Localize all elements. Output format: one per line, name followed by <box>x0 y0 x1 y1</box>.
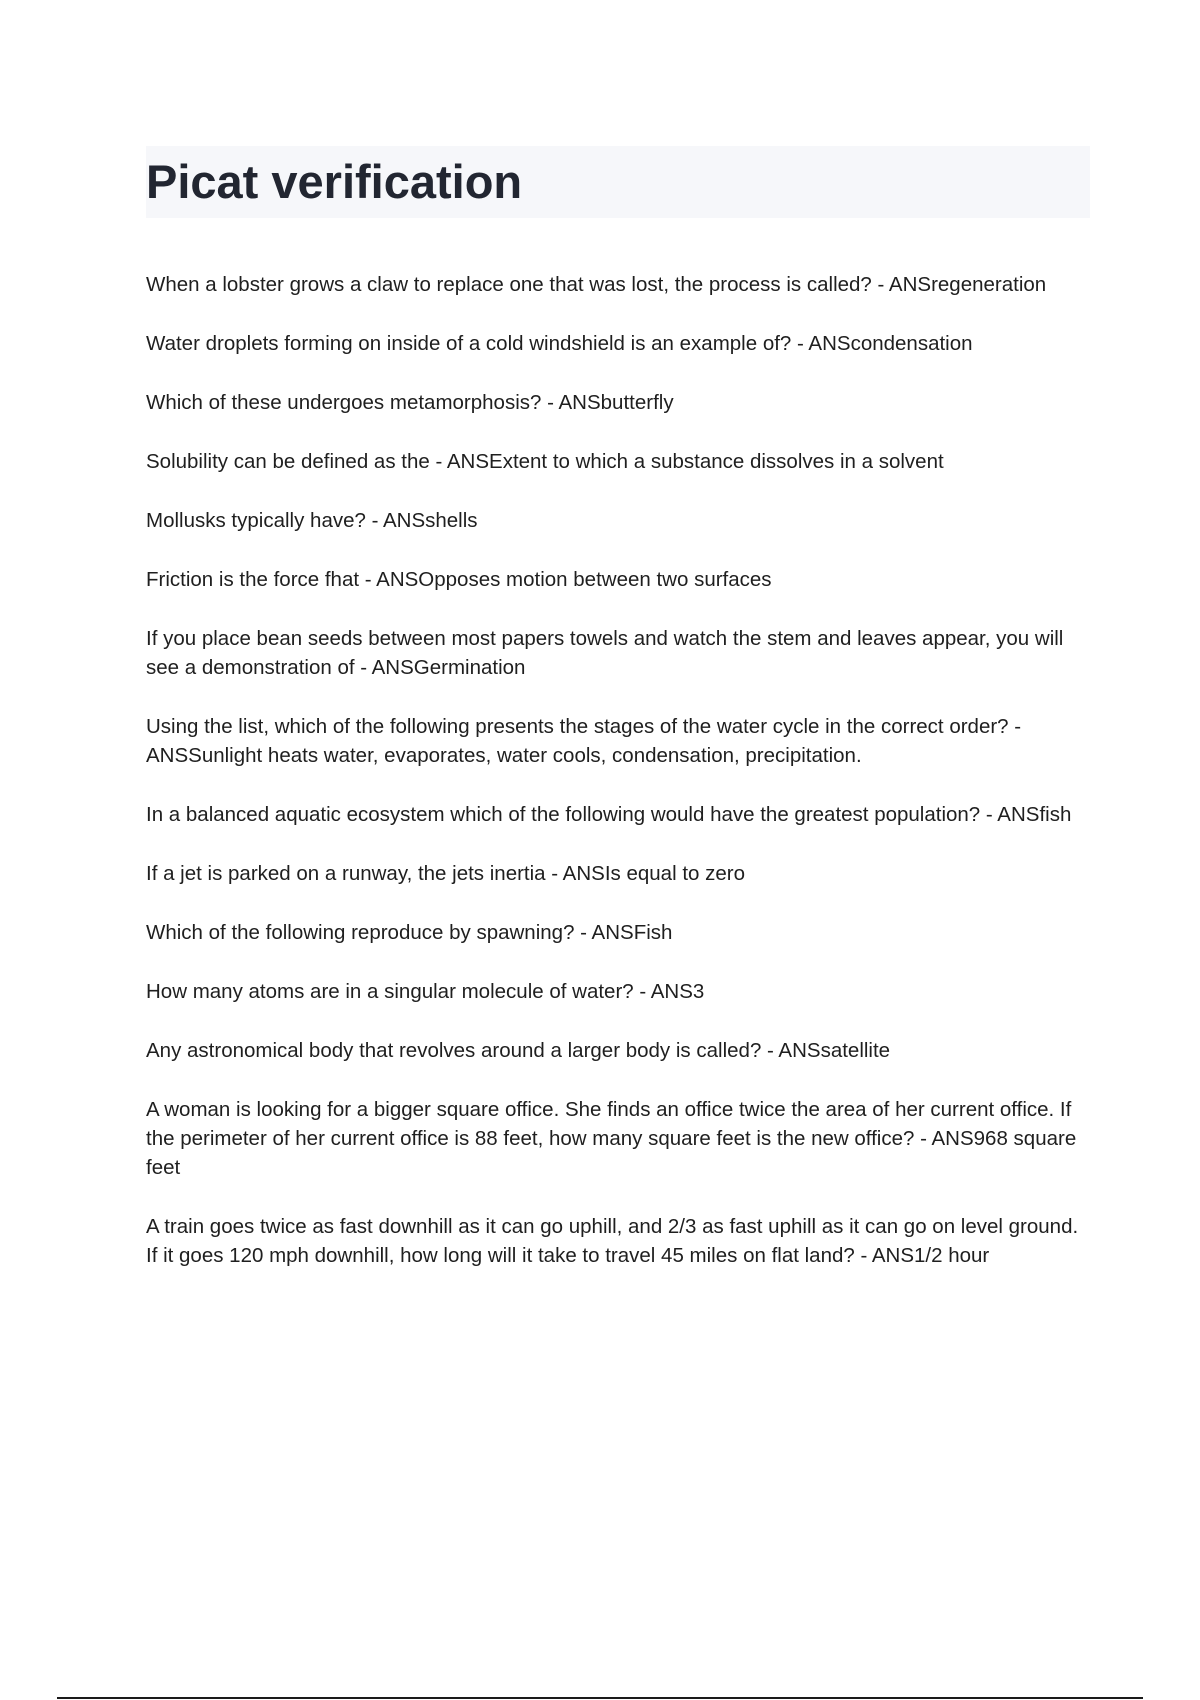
qa-item: A train goes twice as fast downhill as it can go uphill, and 2/3 as fast uphill as it can go on level ground. If it goes 120 mph downhill, how long will it take to travel 45 miles on flat land? - ANS1/2 hour <box>146 1215 1079 1267</box>
qa-item: Which of the following reproduce by spawning? - ANSFish <box>146 921 673 944</box>
footer-divider <box>57 1697 1143 1699</box>
qa-item: Friction is the force fhat - ANSOpposes motion between two surfaces <box>146 568 772 591</box>
qa-item: If you place bean seeds between most papers towels and watch the stem and leaves appear, you will see a demonstration of - ANSGermination <box>146 627 1064 679</box>
qa-item: If a jet is parked on a runway, the jets inertia - ANSIs equal to zero <box>146 862 745 885</box>
qa-item: Which of these undergoes metamorphosis? - ANSbutterfly <box>146 391 674 414</box>
page-title: Picat verification <box>146 155 523 208</box>
qa-item: Water droplets forming on inside of a cold windshield is an example of? - ANScondensation <box>146 332 973 355</box>
qa-item: Using the list, which of the following presents the stages of the water cycle in the correct order? - ANSSunlight heats water, evaporates, water cools, condensation, precipitation. <box>146 715 1022 767</box>
qa-item: A woman is looking for a bigger square office. She finds an office twice the area of her current office. If the perimeter of her current office is 88 feet, how many square feet is the new office? - ANS968 square feet <box>146 1098 1077 1179</box>
qa-item: Any astronomical body that revolves around a larger body is called? - ANSsatellite <box>146 1039 891 1062</box>
qa-item: Solubility can be defined as the - ANSExtent to which a substance dissolves in a solvent <box>146 450 944 473</box>
qa-item: When a lobster grows a claw to replace one that was lost, the process is called? - ANSregeneration <box>146 273 1047 296</box>
title-banner <box>146 146 1090 218</box>
qa-item: In a balanced aquatic ecosystem which of the following would have the greatest population? - ANSfish <box>146 803 1072 826</box>
qa-list <box>146 270 1086 1300</box>
qa-item: How many atoms are in a singular molecule of water? - ANS3 <box>146 980 705 1003</box>
qa-item: Mollusks typically have? - ANSshells <box>146 509 478 532</box>
